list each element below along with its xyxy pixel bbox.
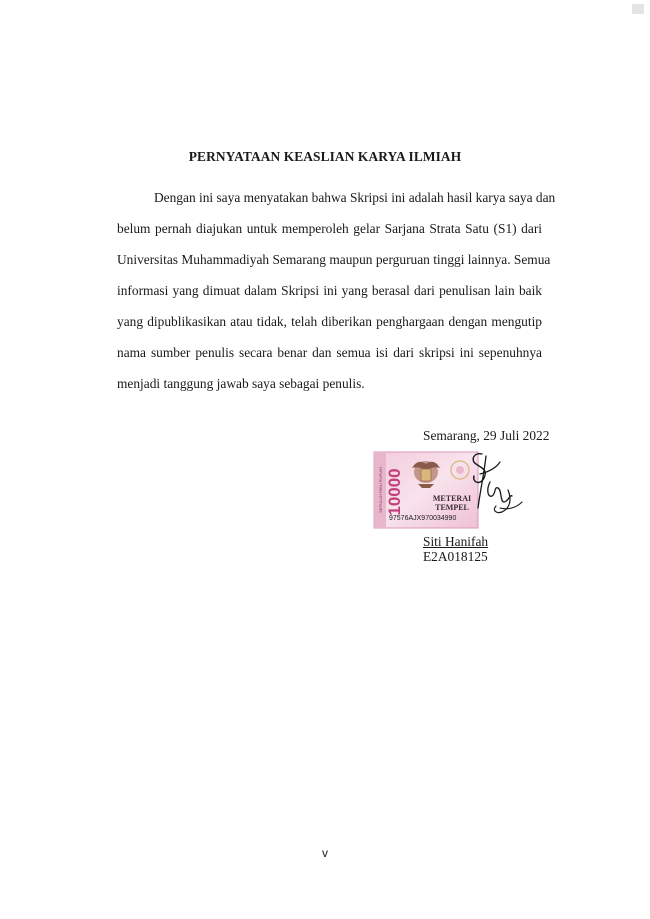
paragraph-line: nama sumber penulis secara benar dan semua isi dari skripsi ini sepenuhnya: [117, 345, 542, 360]
handwritten-signature: [430, 446, 525, 524]
paragraph-line: menjadi tanggung jawab saya sebagai penulis.: [117, 376, 365, 391]
signer-name: Siti Hanifah: [423, 534, 489, 549]
scan-corner-mark: [632, 4, 644, 14]
stamp-label-tempel: TEMPEL: [435, 503, 469, 512]
paragraph-line: Universitas Muhammadiyah Semarang maupun perguruan tinggi lainnya. Semua: [117, 252, 551, 267]
stamp-value: 10000: [385, 468, 404, 516]
signer-student-id: E2A018125: [423, 549, 488, 564]
page-number: v: [322, 846, 328, 860]
paragraph-line: Dengan ini saya menyatakan bahwa Skripsi ini adalah hasil karya saya dan: [154, 190, 556, 205]
paragraph-line: informasi yang dimuat dalam Skripsi ini yang berasal dari penulisan lain baik: [117, 283, 542, 298]
paragraph-line: belum pernah diajukan untuk memperoleh gelar Sarjana Strata Satu (S1) dari: [117, 221, 542, 236]
document-title: PERNYATAAN KEASLIAN KARYA ILMIAH: [188, 149, 462, 164]
paragraph-line: yang dipublikasikan atau tidak, telah diberikan penghargaan dengan mengutip: [117, 314, 542, 329]
stamp-serial: 97576AJX970034990: [389, 515, 457, 522]
date-line: Semarang, 29 Juli 2022: [423, 428, 550, 443]
stamp-side-text: SEPULUH RIBU RUPIAH: [378, 467, 383, 513]
stamp-label-meterai: METERAI: [432, 494, 472, 503]
